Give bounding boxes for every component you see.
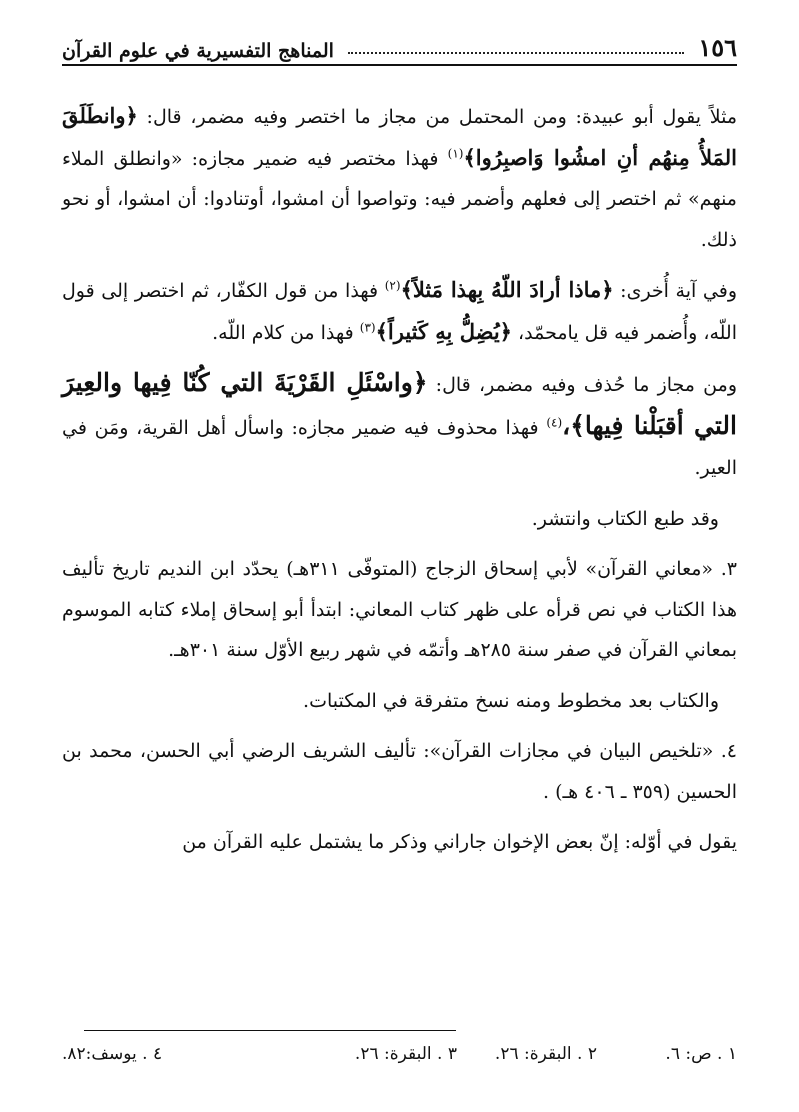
header-dot-leader bbox=[348, 52, 684, 54]
paragraph-printed: وقد طبع الكتاب وانتشر. bbox=[531, 507, 719, 530]
paragraph-text: مثلاً يقول أبو عبيدة: ومن المحتمل من مجاز ما اختصر وفيه مضمر، قال: bbox=[137, 106, 737, 128]
quran-verse: ﴿وانطَلَقَ المَلأُ مِنهُم أنِ امشُوا وَاصبِرُوا﴾ bbox=[62, 103, 737, 170]
footnotes bbox=[62, 1044, 737, 1064]
paragraph-another-verse bbox=[62, 270, 737, 353]
paragraph-intro-quote: يقول في أوّله: إنّ بعض الإخوان جاراني وذكر ما يشتمل عليه القرآن من bbox=[182, 831, 737, 853]
paragraph-manuscript: والكتاب بعد مخطوط ومنه نسخ متفرقة في المكتبات. bbox=[303, 689, 719, 712]
quran-verse: ﴿يُضِلُّ بِهِ كَثيراً﴾ bbox=[375, 318, 512, 344]
paragraph-text: ومن مجاز ما حُذف وفيه مضمر، قال: bbox=[427, 374, 737, 396]
footnote-rule bbox=[84, 1030, 456, 1031]
footnote-4: ٤ . يوسف:٨٢. bbox=[62, 1044, 163, 1064]
footnote-ref: (٣) bbox=[359, 320, 376, 335]
footnote-ref: (٢) bbox=[384, 278, 401, 293]
footnote-3: ٣ . البقرة: ٢٦. bbox=[354, 1044, 457, 1064]
running-title: المناهج التفسيرية في علوم القرآن bbox=[62, 40, 334, 62]
paragraph-talkhis: ٤. «تلخيص البيان في مجازات القرآن»: تأليف الشريف الرضي أبي الحسن، محمد بن الحسين (٣٥٩ ـ ٤٠٦ هـ) . bbox=[62, 740, 737, 803]
paragraph-omission bbox=[62, 363, 737, 489]
paragraph-text: فهذا محذوف فيه ضمير مجازه: واسأل أهل القرية، ومَن في العير. bbox=[62, 416, 737, 479]
header-rule bbox=[62, 64, 737, 66]
footnote-ref: (١) bbox=[447, 146, 464, 161]
paragraph-text: فهذا مختصر فيه ضمير مجازه: «وانطلق الملاء منهم» ثم اختصر إلى فعلهم وأضمر فيه: وتواصوا أن امشوا، أوتنادوا: أن امشوا، أو نحو ذلك. bbox=[62, 147, 737, 251]
page-number: ١٥٦ bbox=[698, 33, 737, 62]
footnote-2: ٢ . البقرة: ٢٦. bbox=[494, 1044, 597, 1064]
quran-verse: ﴿ماذا أرادَ اللّهُ بِهذا مَثلاً﴾ bbox=[400, 277, 614, 302]
running-header bbox=[62, 22, 737, 62]
paragraph-text: وفي آية أُخرى: bbox=[613, 280, 737, 302]
paragraph-text: فهذا من كلام اللّه. bbox=[212, 321, 360, 344]
paragraph-abu-ubayda bbox=[62, 96, 737, 260]
footnote-ref: (٤) bbox=[546, 415, 563, 430]
page-body bbox=[62, 96, 737, 873]
quran-verse: ﴿واسْئَلِ القَرْيَةَ التي كُنّا فِيها والعِيرَ التي أقبَلْنا فِيها﴾، bbox=[62, 368, 737, 440]
paragraph-zajjaj: ٣. «معاني القرآن» لأبي إسحاق الزجاج (المتوفّى ٣١١هـ) يحدّد ابن النديم تاريخ تأليف هذا الكتاب في نص قرأه على ظهر كتاب المعاني: ابتدأ أبو إسحاق إملاء كتابه الموسوم بمعاني القرآن في صفر سنة ٢٨٥هـ وأتمّه في شهر ربيع الأوّل سنة ٣٠١هـ. bbox=[62, 558, 737, 661]
paragraph-text: فهذا من قول الكفّار، ثم اختصر إلى قول اللّه، وأُضمر فيه قل يامحمّد، bbox=[62, 280, 737, 344]
footnote-1: ١ . ص: ٦. bbox=[665, 1044, 737, 1064]
